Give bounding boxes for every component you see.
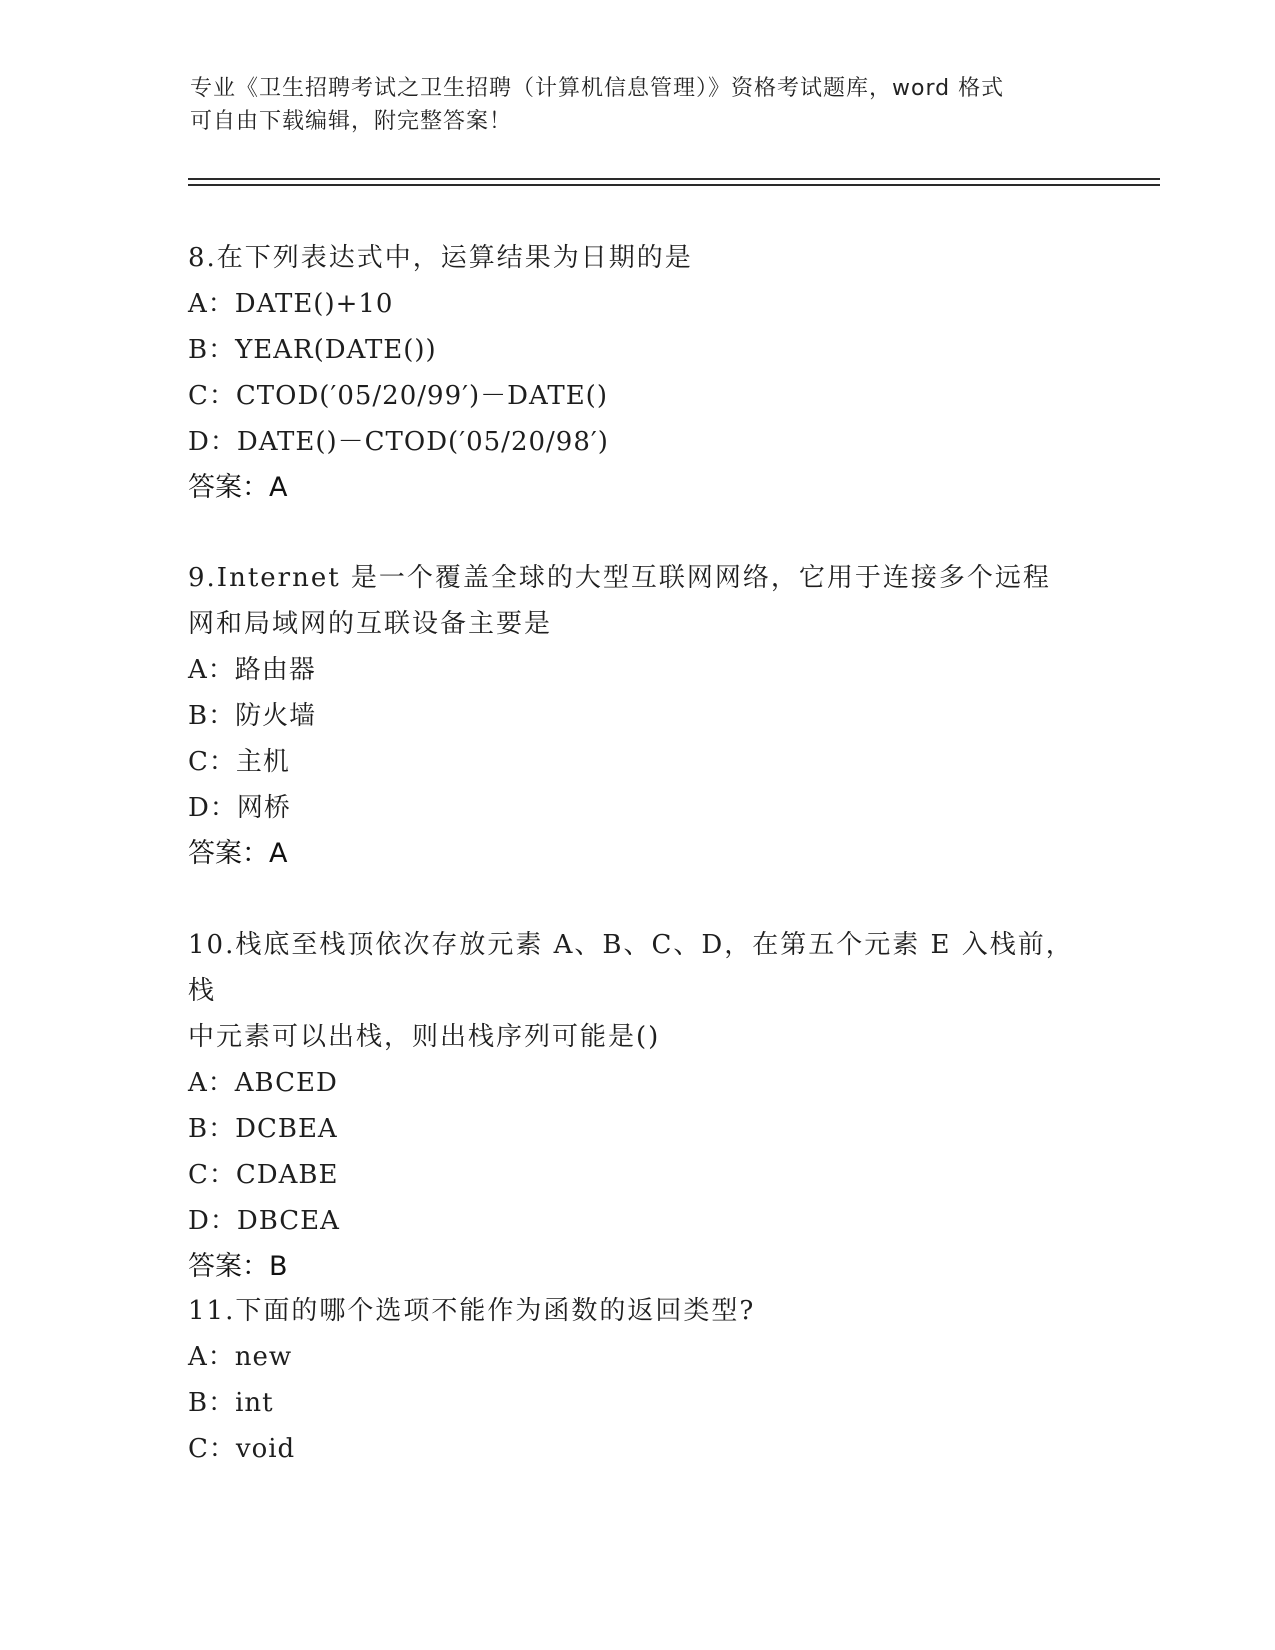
question-10 xyxy=(188,922,1088,1290)
option-a: A：ABCED xyxy=(188,1068,338,1098)
answer: 答案：B xyxy=(188,1251,288,1282)
answer: 答案：A xyxy=(188,838,288,869)
option-a: A：路由器 xyxy=(188,655,316,685)
option-b: B：YEAR(DATE()) xyxy=(188,335,437,365)
option-b: B：DCBEA xyxy=(188,1114,338,1144)
question-stem: 8.在下列表达式中，运算结果为日期的是 xyxy=(188,243,693,273)
question-stem-line-2: 中元素可以出栈，则出栈序列可能是() xyxy=(188,1022,661,1052)
question-stem-line-1: 9.Internet 是一个覆盖全球的大型互联网网络，它用于连接多个远程 xyxy=(188,563,1051,593)
question-9 xyxy=(188,555,1088,877)
header-divider-bottom xyxy=(188,184,1160,186)
option-d: D：DATE()－CTOD(′05/20/98′) xyxy=(188,427,609,457)
option-d: D：网桥 xyxy=(188,793,291,823)
question-8 xyxy=(188,235,1088,511)
question-stem: 11.下面的哪个选项不能作为函数的返回类型? xyxy=(188,1296,756,1326)
question-11 xyxy=(188,1288,1088,1472)
document-header xyxy=(190,72,1090,138)
question-stem-line-2: 网和局域网的互联设备主要是 xyxy=(188,609,553,639)
header-divider-top xyxy=(188,178,1160,180)
option-c: C：CTOD(′05/20/99′)－DATE() xyxy=(188,381,608,411)
option-a: A：new xyxy=(188,1342,293,1372)
option-b: B：防火墙 xyxy=(188,701,317,731)
option-b: B：int xyxy=(188,1388,274,1418)
header-line-1: 专业《卫生招聘考试之卫生招聘（计算机信息管理）》资格考试题库，word 格式 xyxy=(190,76,1005,101)
question-stem-line-1: 10.栈底至栈顶依次存放元素 A、B、C、D，在第五个元素 E 入栈前，栈 xyxy=(188,930,1074,1006)
header-line-2: 可自由下载编辑，附完整答案！ xyxy=(190,109,513,134)
option-c: C：主机 xyxy=(188,747,290,777)
option-c: C：CDABE xyxy=(188,1160,339,1190)
option-d: D：DBCEA xyxy=(188,1206,340,1236)
option-a: A：DATE()+10 xyxy=(188,289,394,319)
option-c: C：void xyxy=(188,1434,296,1464)
answer: 答案：A xyxy=(188,472,288,503)
